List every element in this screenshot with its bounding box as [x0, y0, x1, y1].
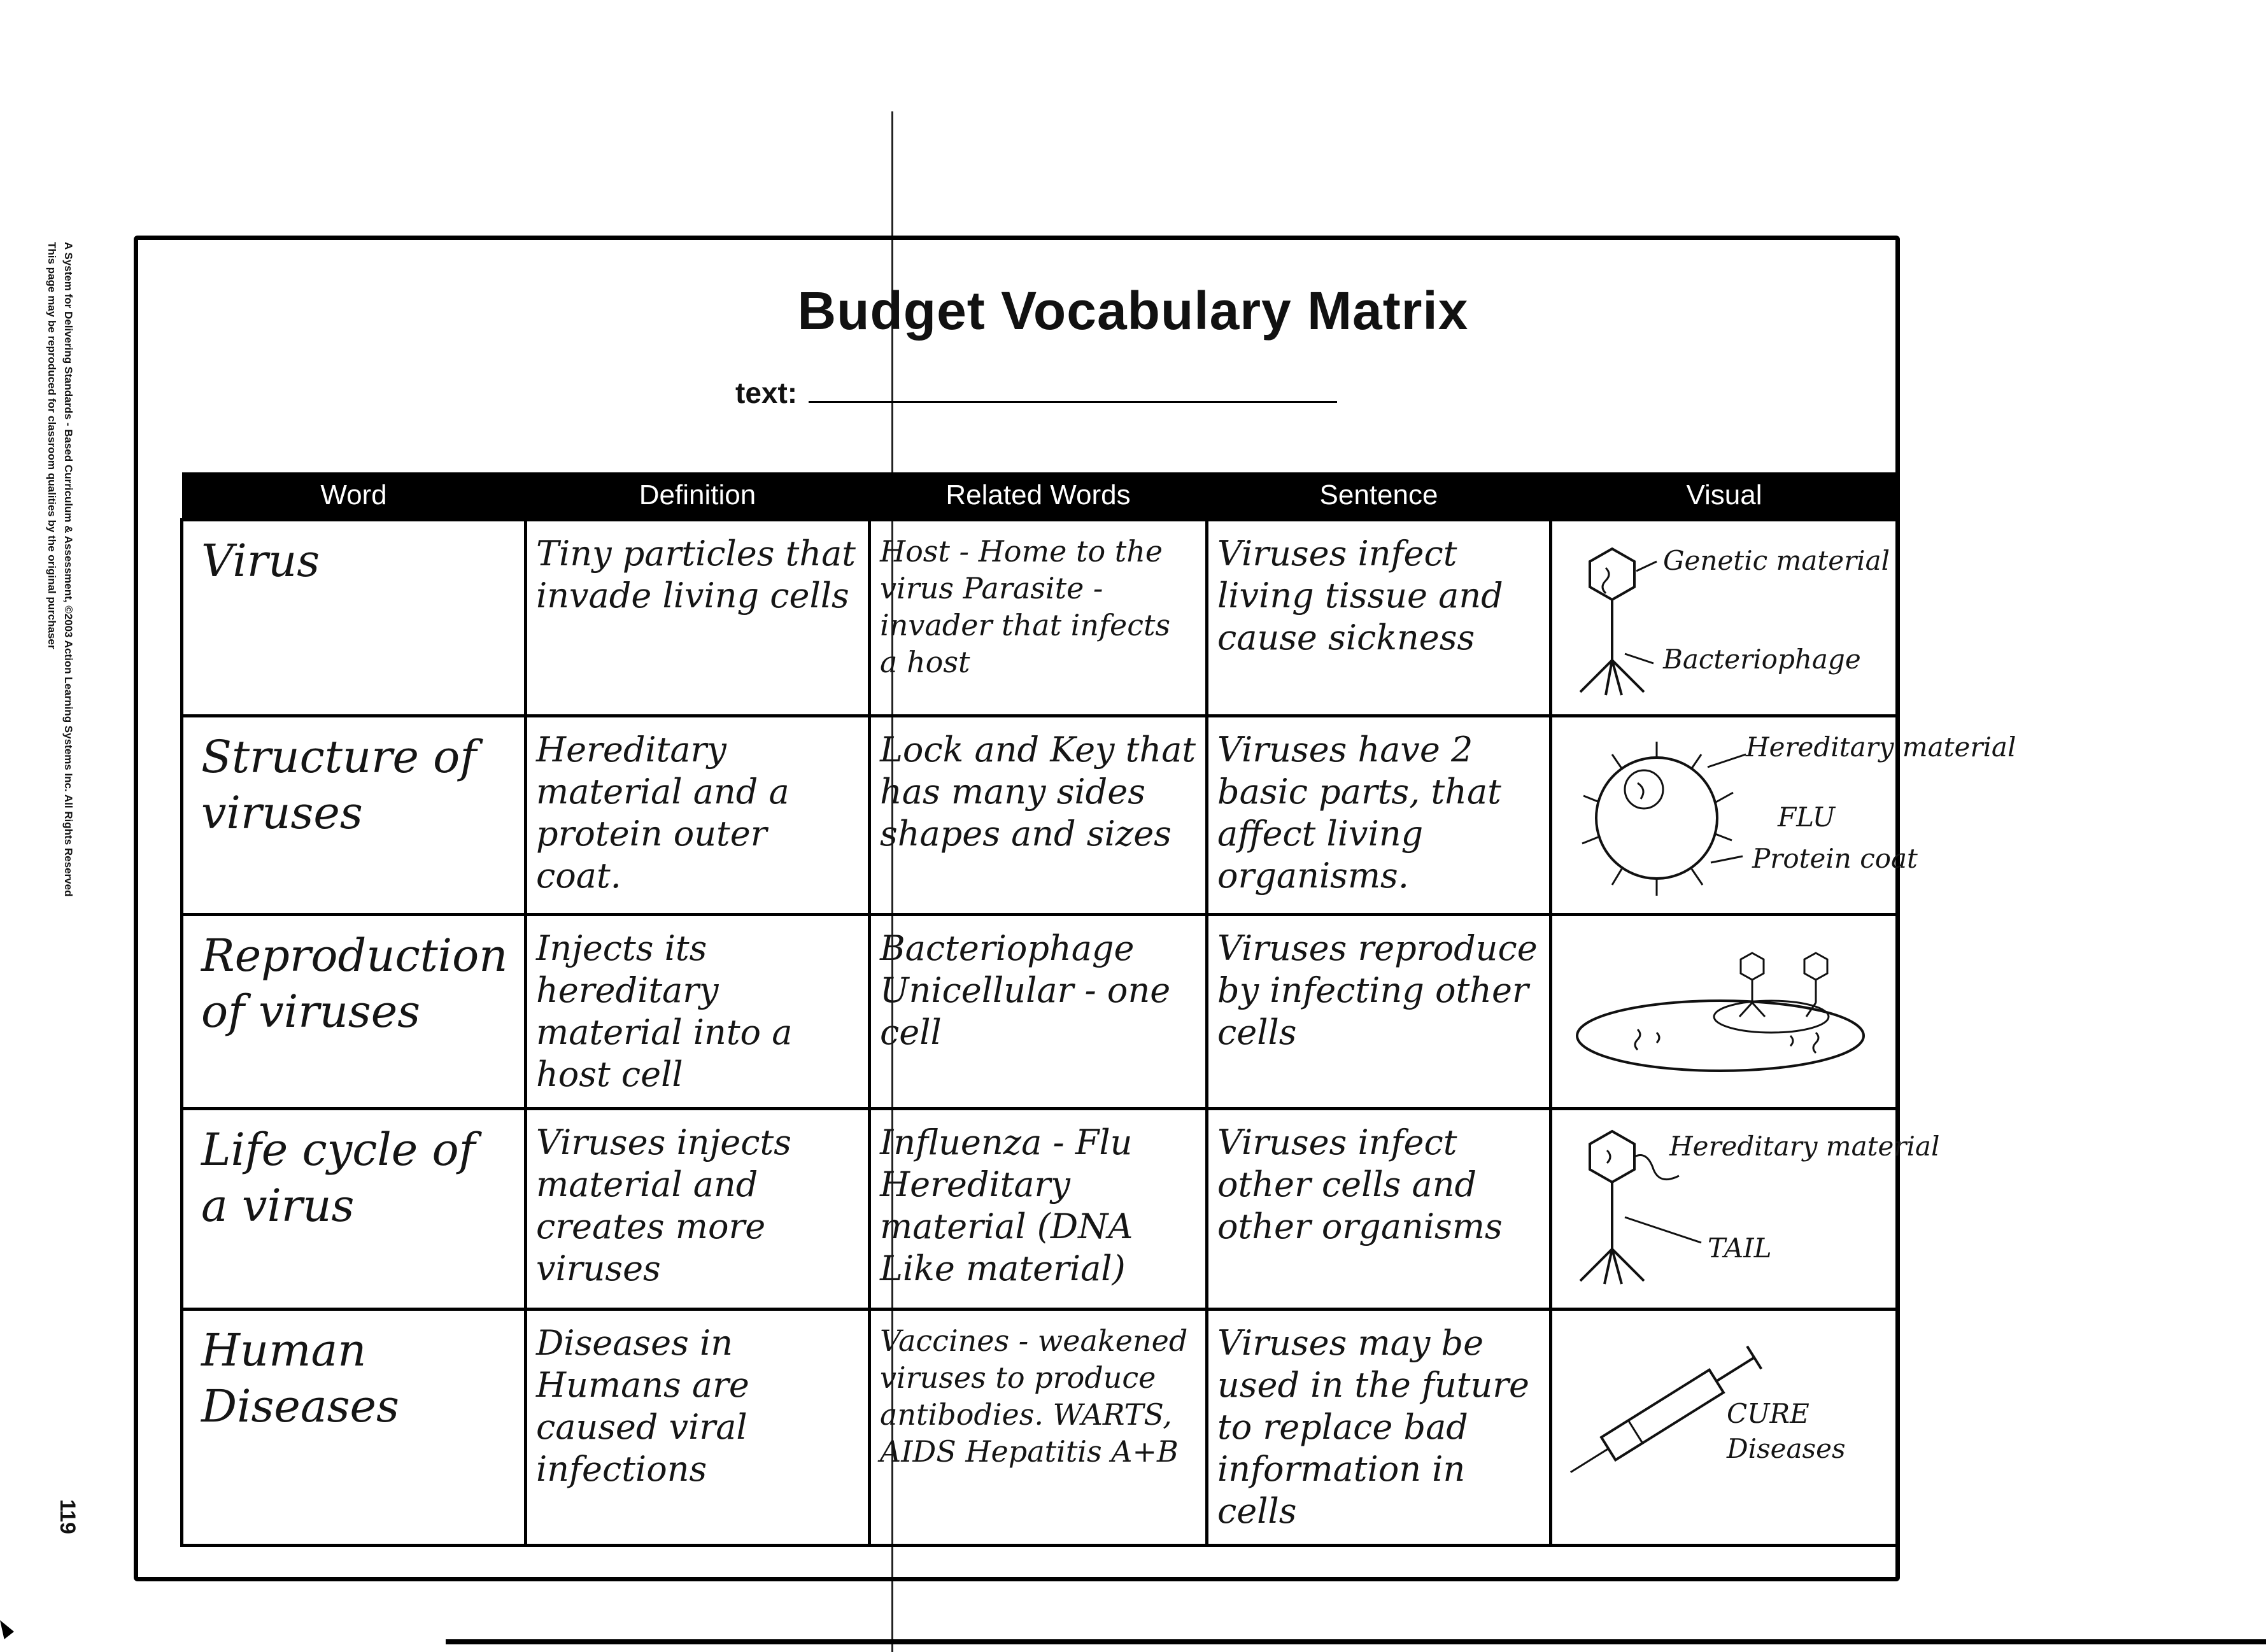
related-words-cell: Influenza - Flu Hereditary material (DNA Like material)	[870, 1109, 1207, 1310]
word-cell: Reproduction of viruses	[182, 915, 526, 1109]
definition-cell: Injects its hereditary material into a host cell	[526, 915, 870, 1109]
related-words-cell: Lock and Key that has many sides shapes and sizes	[870, 716, 1207, 915]
header-definition: Definition	[526, 472, 870, 520]
sentence-cell: Viruses infect living tissue and cause sickness	[1207, 520, 1551, 716]
sentence-cell: Viruses may be used in the future to replace bad information in cells	[1207, 1310, 1551, 1546]
definition-cell: Viruses injects material and creates more viruses	[526, 1109, 870, 1310]
visual-cell	[1551, 520, 1898, 716]
related-words-cell: Host - Home to the virus Parasite - invader that infects a host	[870, 520, 1207, 716]
visual-label: FLU	[1778, 801, 1836, 833]
visual-label: Bacteriophage	[1663, 644, 1861, 675]
definition-cell: Hereditary material and a protein outer coat.	[526, 716, 870, 915]
related-words-cell: Bacteriophage Unicellular - one cell	[870, 915, 1207, 1109]
related-words-cell: Vaccines - weakened viruses to produce antibodies. WARTS, AIDS Hepatitis A+B	[870, 1310, 1207, 1546]
visual-cell	[1551, 716, 2016, 915]
header-related-words: Related Words	[870, 472, 1207, 520]
corner-mark	[0, 1620, 14, 1639]
visual-label: TAIL	[1708, 1232, 1772, 1264]
header-sentence: Sentence	[1207, 472, 1551, 520]
header-row	[182, 472, 1898, 520]
word-cell: Human Diseases	[182, 1310, 526, 1546]
copyright-line-2: This page may be reproduced for classroom qualities by the original purchaser	[46, 242, 58, 649]
sentence-cell: Viruses reproduce by infecting other cells	[1207, 915, 1551, 1109]
text-label: text:	[735, 376, 798, 409]
table-row	[182, 716, 1898, 915]
table-row	[182, 915, 1898, 1109]
visual-label: Hereditary material	[1746, 731, 2016, 763]
visual-cell	[1551, 1310, 1898, 1546]
definition-cell: Tiny particles that invade living cells	[526, 520, 870, 716]
word-cell: Life cycle of a virus	[182, 1109, 526, 1310]
vocabulary-matrix	[180, 472, 2016, 1547]
table-row	[182, 520, 1898, 716]
definition-cell: Diseases in Humans are caused viral infections	[526, 1310, 870, 1546]
table-row	[182, 1109, 1898, 1310]
page-title: Budget Vocabulary Matrix	[797, 281, 1469, 341]
text-blank-line	[809, 400, 1337, 403]
visual-label: CURE	[1727, 1398, 1809, 1429]
header-word: Word	[182, 472, 526, 520]
bottom-edge-rule	[446, 1639, 2266, 1644]
word-cell: Virus	[182, 520, 526, 716]
word-cell: Structure of viruses	[182, 716, 526, 915]
text-field	[735, 376, 1337, 410]
header-visual: Visual	[1551, 472, 1898, 520]
table-row	[182, 1310, 1898, 1546]
visual-label: Protein coat	[1752, 843, 1918, 874]
sentence-cell: Viruses have 2 basic parts, that affect living organisms.	[1207, 716, 1551, 915]
visual-label: Genetic material	[1663, 545, 1890, 576]
visual-cell	[1551, 1109, 1940, 1310]
sentence-cell: Viruses infect other cells and other organisms	[1207, 1109, 1551, 1310]
reproduction-drawing	[1561, 928, 1892, 1106]
copyright-line-1: A System for Delivering Standards - Based Curriculum & Assessment, ©2003 Action Learning Systems Inc. All Rights Reserved	[62, 242, 74, 897]
page-number: 119	[55, 1499, 80, 1534]
visual-cell	[1551, 915, 1898, 1109]
visual-label: Diseases	[1727, 1433, 1846, 1464]
visual-label: Hereditary material	[1669, 1131, 1940, 1162]
